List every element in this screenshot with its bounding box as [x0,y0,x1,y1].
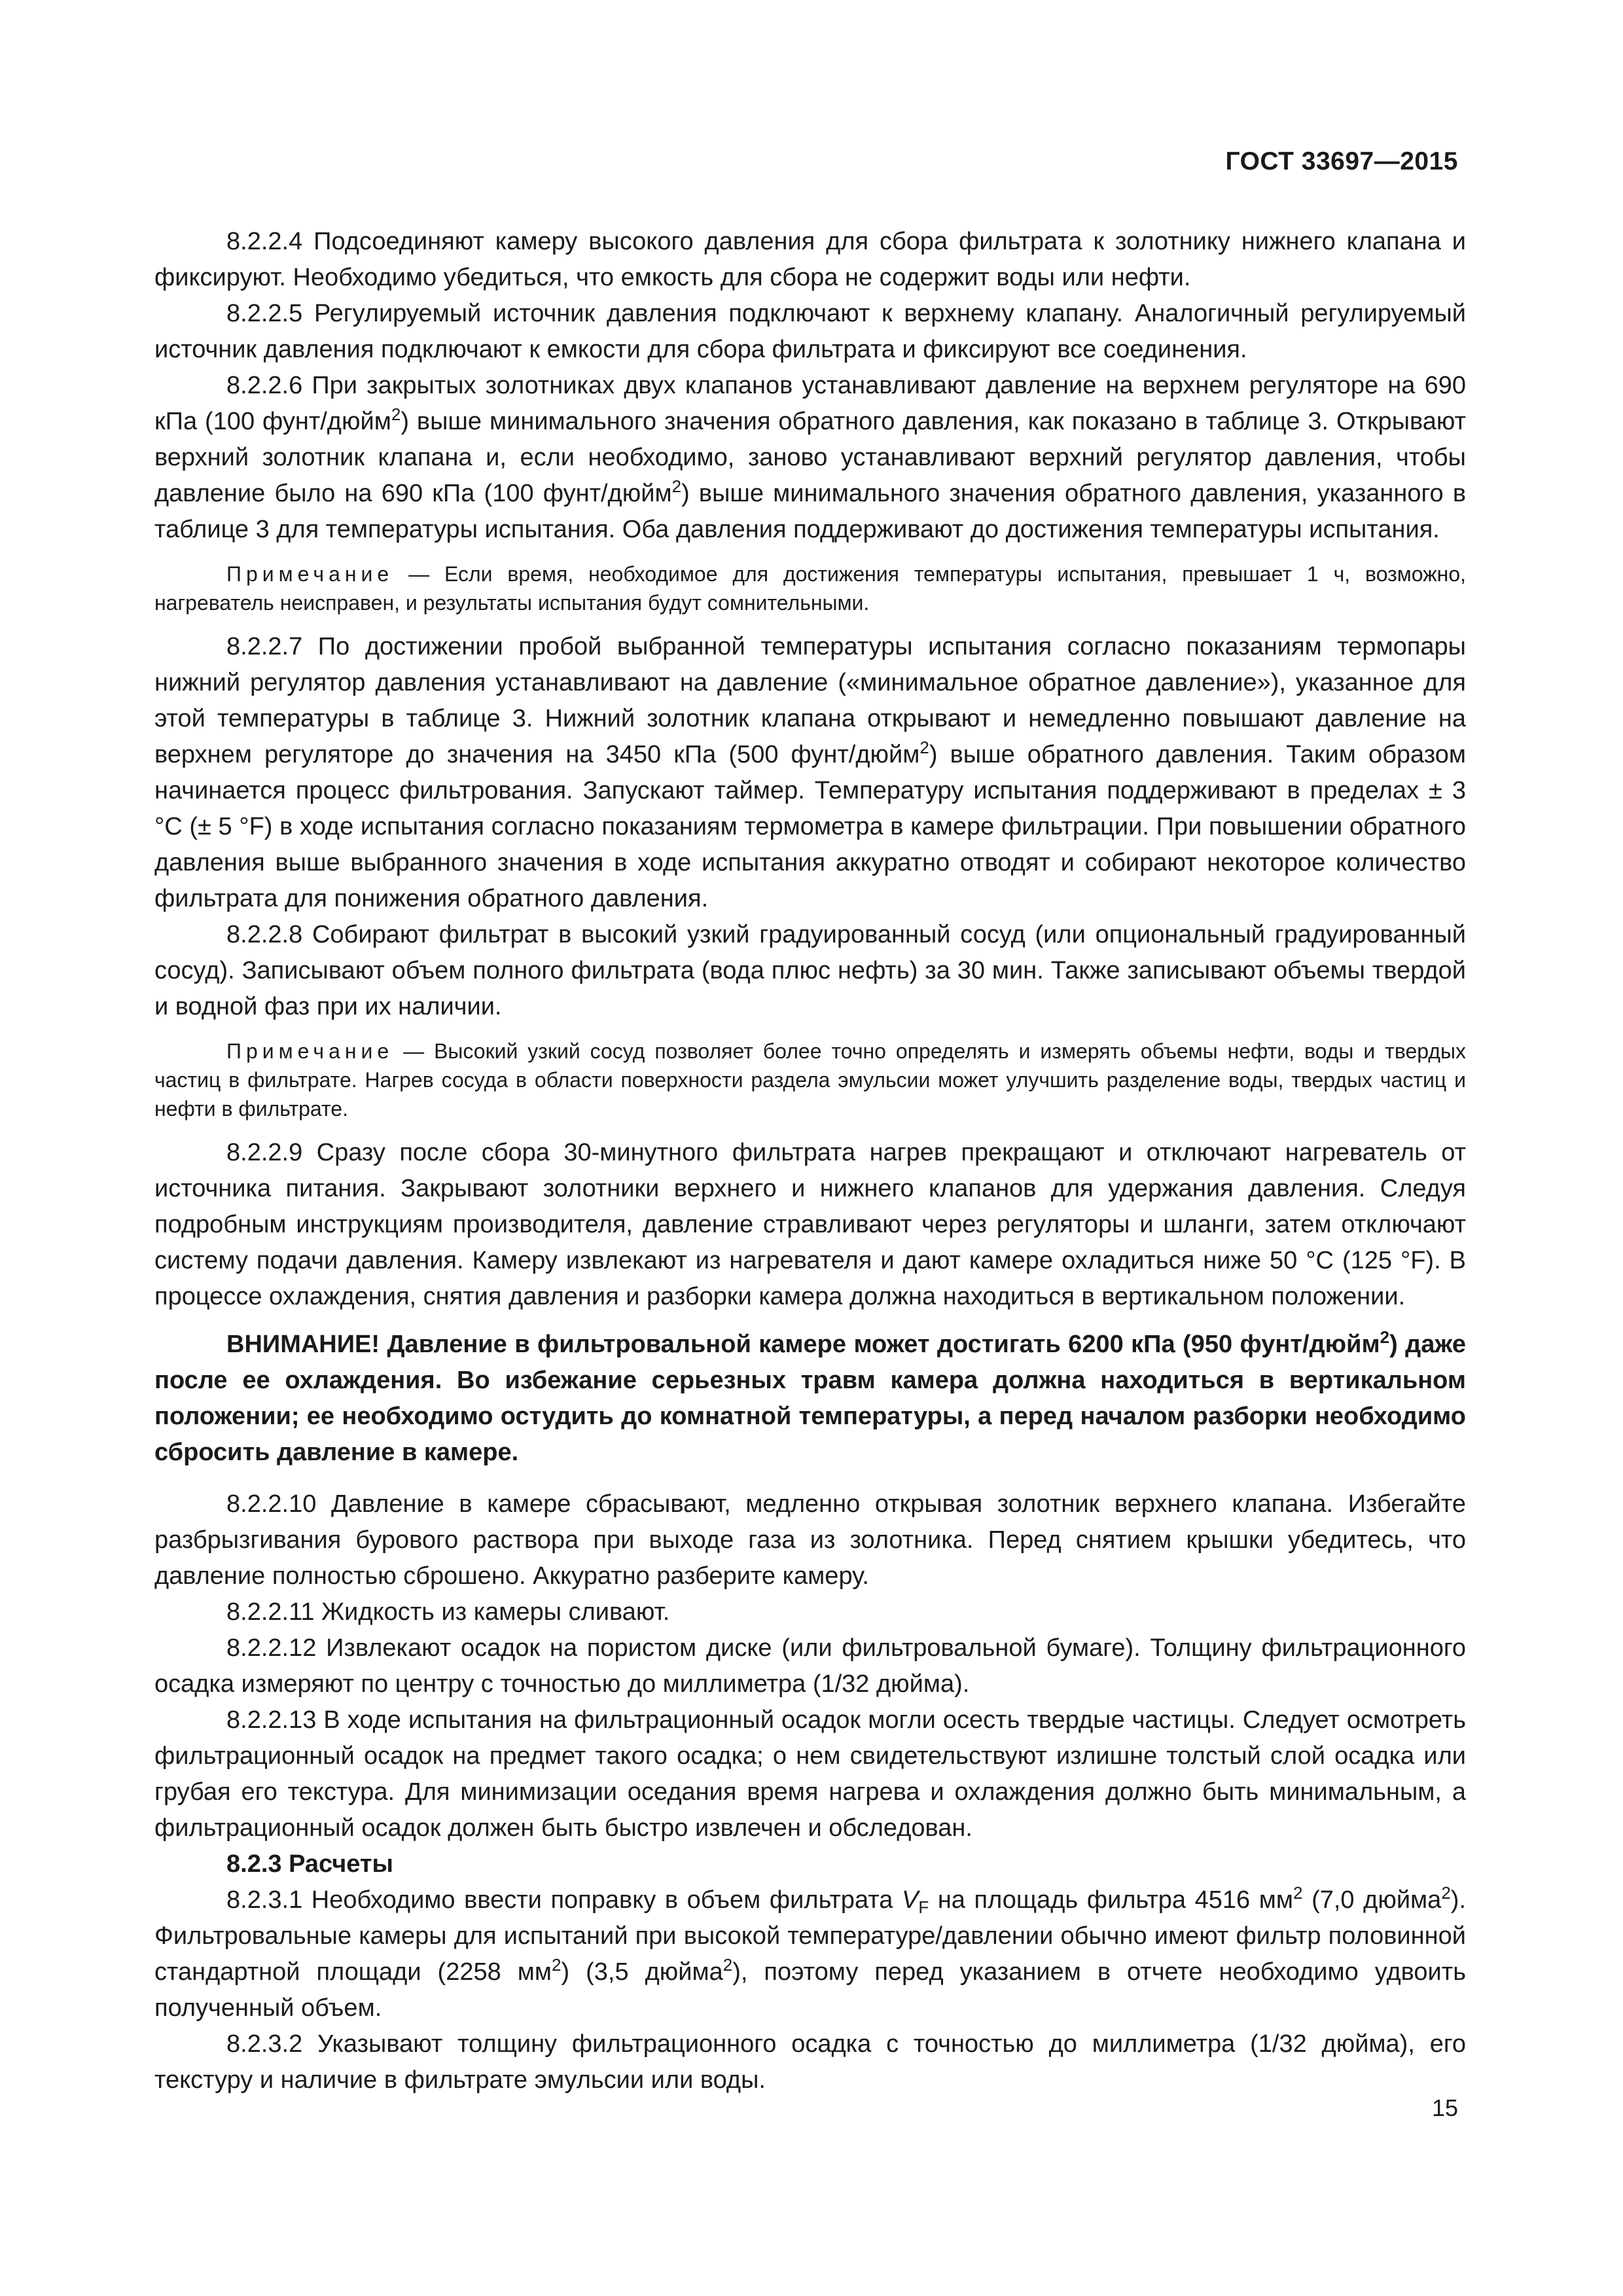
text-run: ) даже после ее охлаждения. Во избежание серьезных травм камера должна находиться в вертикальном положении; ее необходимо остудить до комнатной температуры, а перед началом разборки необходимо сбросить давление в камере. [154,1331,1466,1466]
text-run: ) выше минимального значения обратного давления, указанного в таблице 3 для температуры испытания. Оба давления поддерживают до достижения температуры испытания. [154,480,1467,543]
paragraph-8224: 8.2.2.4 Подсоединяют камеру высокого давления для сбора фильтрата к золотнику нижнего клапана и фиксируют. Необходимо убедиться, что емкость для сбора не содержит воды или нефти. [154,228,1466,291]
section-heading-823: 8.2.3 Расчеты [226,1850,393,1878]
text-run: ) выше обратного давления. Таким образом начинается процесс фильтрования. Запускают таймер. Температуру испытания поддерживают в пределах ± 3 °С (± 5 °F) в ходе испытания согласно показаниям термометра в камере фильтрации. При повышении обратного давления выше выбранного значения в ходе испытания аккуратно отводят и собирают некоторое количество фильтрата для понижения обратного давления. [154,741,1466,912]
text-run: ) выше минимального значения обратного давления, как показано в таблице 3. Открывают верхний золотник клапана и, если необходимо, заново устанавливают верхний регулятор давления, чтобы давление было на 690 кПа (100 фунт/дюйм [154,408,1466,507]
paragraph-82210: 8.2.2.10 Давление в камере сбрасывают, медленно открывая золотник верхнего клапана. Избегайте разбрызгивания бурового раствора при выходе газа из золотника. Перед снятием крышки убедитесь, что давление полностью сброшено. Аккуратно разберите камеру. [154,1490,1466,1590]
doc-code-header: ГОСТ 33697—2015 [1225,147,1458,175]
superscript: 2 [722,1955,733,1975]
note-label: Примечание [226,1039,394,1063]
text-run: (7,0 дюйма [1302,1886,1442,1914]
superscript: 2 [391,404,401,424]
note-label: Примечание [226,562,394,586]
paragraph-8226 [154,368,1466,548]
text-run: ). Фильтровальные камеры для испытаний при высокой температуре/давлении обычно имеют фильтр половинной стандартной площади (2258 мм [154,1886,1467,1986]
text-run: ), поэтому перед указанием в отчете необходимо удвоить полученный объем. [154,1958,1466,2022]
note-2 [154,1037,1466,1123]
note-1 [154,560,1466,617]
superscript: 2 [1441,1883,1451,1903]
warning-block [154,1327,1466,1471]
text-run: 8.2.3.1 Необходимо ввести поправку в объем фильтрата [226,1886,902,1914]
document-body [154,224,1466,2098]
page-number: 15 [1431,2094,1458,2121]
paragraph-82212: 8.2.2.12 Извлекают осадок на пористом диске (или фильтровальной бумаге). Толщину фильтрационного осадка измеряют по центру с точностью до миллиметра (1/32 дюйма). [154,1634,1466,1698]
superscript: 2 [551,1955,562,1975]
text-run: 8.2.2.6 При закрытых золотниках двух клапанов устанавливают давление на верхнем регуляторе на 690 кПа (100 фунт/дюйм [154,372,1466,435]
note-text: — Если время, необходимое для достижения температуры испытания, превышает 1 ч, возможно, нагреватель неисправен, и результаты испытания будут сомнительными. [154,562,1466,615]
superscript: 2 [1293,1883,1303,1903]
paragraph-8228: 8.2.2.8 Собирают фильтрат в высокий узкий градуированный сосуд (или опциональный градуированный сосуд). Записывают объем полного фильтрата (вода плюс нефть) за 30 мин. Также записывают объемы твердой и водной фаз при их наличии. [154,921,1466,1020]
text-run: 8.2.2.7 По достижении пробой выбранной температуры испытания согласно показаниям термопары нижний регулятор давления устанавливают на давление («минимальное обратное давление»), указанное для этой температуры в таблице 3. Нижний золотник клапана открывают и немедленно повышают давление на верхнем регуляторе до значения на 3450 кПа (500 фунт/дюйм [154,633,1466,768]
text-run: ВНИМАНИЕ! Давление в фильтровальной камере может достигать 6200 кПа (950 фунт/дюйм [226,1331,1380,1358]
text-run: ) (3,5 дюйма [561,1958,723,1986]
paragraph-82211: 8.2.2.11 Жидкость из камеры сливают. [226,1598,670,1626]
paragraph-8225: 8.2.2.5 Регулируемый источник давления подключают к верхнему клапану. Аналогичный регулируемый источник давления подключают к емкости для сбора фильтрата и фиксируют все соединения. [154,300,1466,363]
paragraph-8231 [154,1882,1466,2026]
superscript: 2 [1380,1327,1390,1347]
paragraph-8229: 8.2.2.9 Сразу после сбора 30-минутного фильтрата нагрев прекращают и отключают нагреватель от источника питания. Закрывают золотники верхнего и нижнего клапанов для удержания давления. Следуя подробным инструкциям производителя, давление стравливают через регуляторы и шланги, затем отключают систему подачи давления. Камеру извлекают из нагревателя и дают камере охладиться ниже 50 °С (125 °F). В процессе охлаждения, снятия давления и разборки камера должна находиться в вертикальном положении. [154,1139,1466,1310]
variable-v: V [901,1886,919,1914]
text-run: на площадь фильтра 4516 мм [929,1886,1293,1914]
superscript: 2 [671,476,682,496]
paragraph-8227 [154,629,1466,917]
subscript: F [918,1897,929,1917]
paragraph-8232: 8.2.3.2 Указывают толщину фильтрационного осадка с точностью до миллиметра (1/32 дюйма), его текстуру и наличие в фильтрате эмульсии или воды. [154,2030,1466,2094]
superscript: 2 [919,738,929,757]
paragraph-82213: 8.2.2.13 В ходе испытания на фильтрационный осадок могли осесть твердые частицы. Следует осмотреть фильтрационный осадок на предмет такого осадка; о нем свидетельствуют излишне толстый слой осадка или грубая его текстура. Для минимизации оседания время нагрева и охлаждения должно быть минимальным, а фильтрационный осадок должен быть быстро извлечен и обследован. [154,1706,1466,1842]
note-text: — Высокий узкий сосуд позволяет более точно определять и измерять объемы нефти, воды и твердых частиц в фильтрате. Нагрев сосуда в области поверхности раздела эмульсии может улучшить разделение воды, твердых частиц и нефти в фильтрате. [154,1039,1466,1121]
